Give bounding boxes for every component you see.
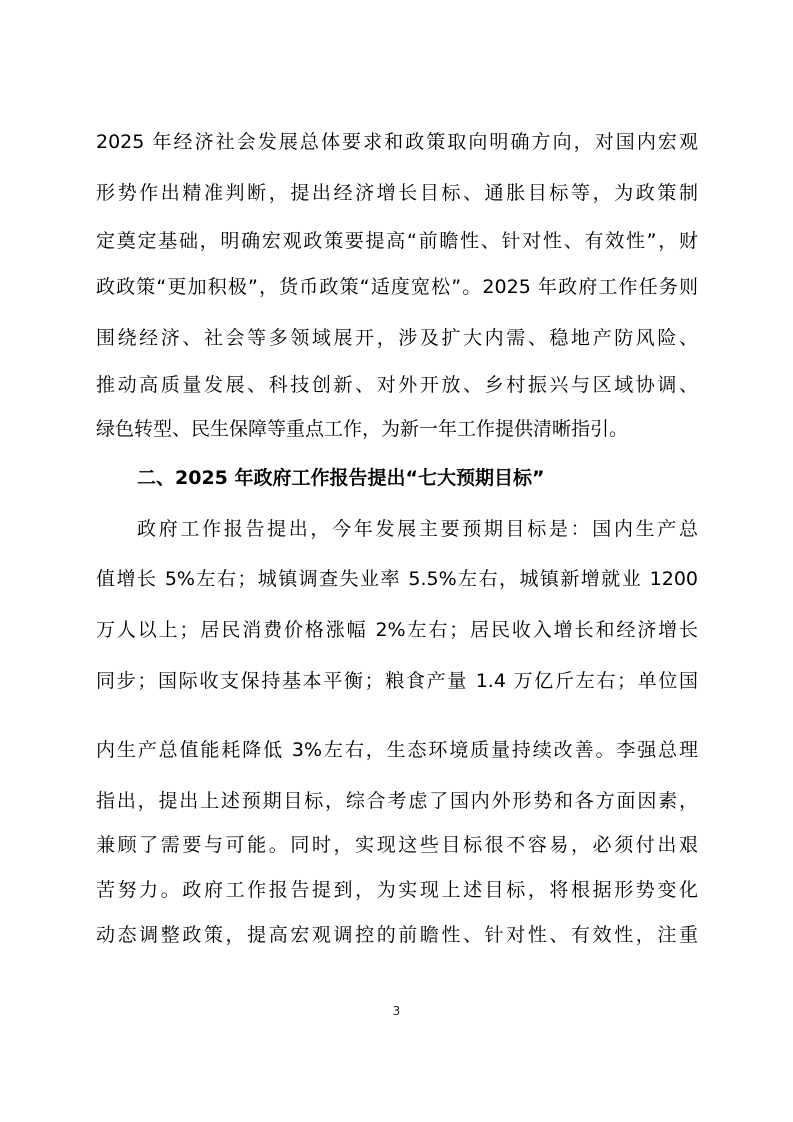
section-heading: 二、2025 年政府工作报告提出“七大预期目标” <box>137 467 545 489</box>
paragraph-1-line-7: 绿色转型、民生保障等重点工作，为新一年工作提供清晰指引。 <box>96 418 629 440</box>
paragraph-2-line-3: 万人以上；居民消费价格涨幅 2%左右；居民收入增长和经济增长 <box>96 619 698 641</box>
paragraph-2-line-8: 苦努力。政府工作报告提到，为实现上述目标，将根据形势变化 <box>96 879 698 901</box>
paragraph-2-line-4: 同步；国际收支保持基本平衡；粮食产量 1.4 万亿斤左右；单位国 <box>96 670 698 692</box>
paragraph-2-line-5: 内生产总值能耗降低 3%左右，生态环境质量持续改善。李强总理 <box>96 739 698 761</box>
paragraph-1-line-6: 推动高质量发展、科技创新、对外开放、乡村振兴与区域协调、 <box>96 374 698 396</box>
paragraph-1-line-3: 定奠定基础，明确宏观政策要提高“前瞻性、针对性、有效性”，财 <box>96 230 698 252</box>
paragraph-2-line-9: 动态调整政策，提高宏观调控的前瞻性、针对性、有效性，注重 <box>96 924 698 946</box>
paragraph-1-line-2: 形势作出精准判断，提出经济增长目标、通胀目标等，为政策制 <box>96 182 698 204</box>
page-number: 3 <box>392 1004 401 1018</box>
paragraph-1-line-1: 2025 年经济社会发展总体要求和政策取向明确方向，对国内宏观 <box>96 131 698 153</box>
paragraph-1-line-5: 围绕经济、社会等多领域展开，涉及扩大内需、稳地产防风险、 <box>96 327 698 349</box>
paragraph-2-line-1: 政府工作报告提出，今年发展主要预期目标是：国内生产总 <box>137 518 698 540</box>
paragraph-2-line-6: 指出，提出上述预期目标，综合考虑了国内外形势和各方面因素， <box>96 790 698 812</box>
paragraph-2-line-2: 值增长 5%左右；城镇调查失业率 5.5%左右，城镇新增就业 1200 <box>96 568 698 590</box>
paragraph-2-line-7: 兼顾了需要与可能。同时，实现这些目标很不容易，必须付出艰 <box>96 834 698 856</box>
paragraph-1-line-4: 政政策“更加积极”，货币政策“适度宽松”。2025 年政府工作任务则 <box>96 276 698 298</box>
